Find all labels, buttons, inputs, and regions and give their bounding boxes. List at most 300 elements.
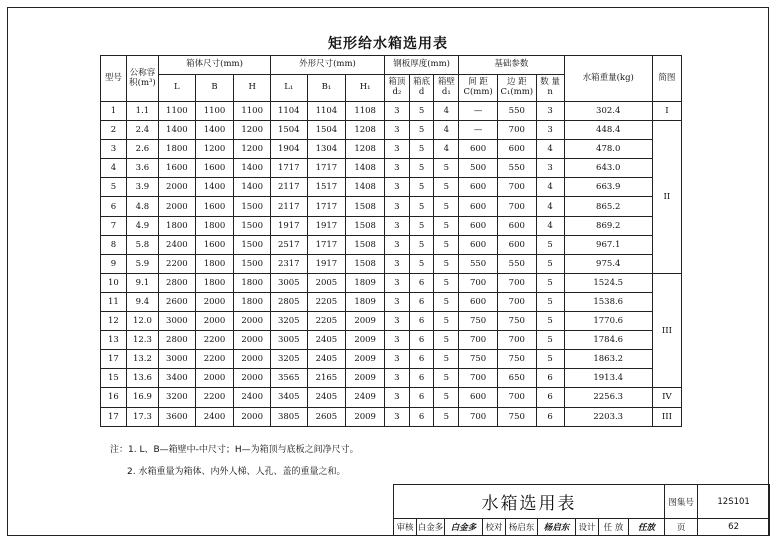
table-cell: 2600: [159, 292, 196, 311]
table-cell: 6: [536, 388, 564, 407]
table-cell: 3400: [159, 369, 196, 388]
table-cell: 6: [101, 197, 127, 216]
table-cell: 2117: [270, 197, 307, 216]
table-cell: 3: [385, 369, 410, 388]
table-cell: 600: [459, 292, 498, 311]
table-cell: 1917: [307, 254, 346, 273]
header-L: L: [159, 75, 196, 102]
table-cell: 1508: [346, 197, 385, 216]
table-cell: 700: [459, 273, 498, 292]
table-cell: —: [459, 121, 498, 140]
table-cell: 3: [385, 140, 410, 159]
table-cell: 1800: [159, 216, 196, 235]
table-cell: 1913.4: [564, 369, 652, 388]
table-cell: 663.9: [564, 178, 652, 197]
table-cell: 2405: [307, 331, 346, 350]
table-cell: 1717: [307, 159, 346, 178]
table-cell: 2005: [307, 273, 346, 292]
table-cell: 5.9: [126, 254, 158, 273]
review-label: 审核: [394, 519, 417, 536]
table-cell: 3: [385, 254, 410, 273]
table-cell: 9.1: [126, 273, 158, 292]
table-cell: 2000: [159, 178, 196, 197]
table-cell: 865.2: [564, 197, 652, 216]
note-1: 注：1. L、B—箱壁中-中尺寸；H—为箱顶与底板之间净尺寸。: [110, 445, 359, 455]
table-cell: 700: [497, 331, 536, 350]
diagram-type-cell: I: [652, 102, 681, 121]
table-cell: 2805: [270, 292, 307, 311]
table-cell: 1400: [159, 121, 196, 140]
table-cell: 448.4: [564, 121, 652, 140]
table-cell: 3565: [270, 369, 307, 388]
table-cell: 17: [101, 407, 127, 426]
table-cell: 5.8: [126, 235, 158, 254]
table-cell: 6: [409, 369, 434, 388]
table-cell: 3: [385, 178, 410, 197]
table-cell: 3: [385, 197, 410, 216]
table-cell: 2000: [234, 407, 271, 426]
tank-selection-table: [100, 55, 682, 427]
table-cell: 1408: [346, 159, 385, 178]
table-cell: 2800: [159, 273, 196, 292]
designer-signature: 任放: [629, 519, 665, 536]
table-cell: 5: [101, 178, 127, 197]
table-cell: 1800: [195, 254, 234, 273]
table-cell: 4: [536, 140, 564, 159]
table-cell: 4: [434, 102, 459, 121]
table-cell: 4: [536, 197, 564, 216]
header-outer-size: 外形尺寸(mm): [270, 56, 384, 75]
table-title: 矩形给水箱选用表: [328, 36, 448, 52]
table-row: [101, 121, 682, 140]
table-cell: 11: [101, 292, 127, 311]
table-cell: 5: [434, 407, 459, 426]
table-cell: 1304: [307, 140, 346, 159]
table-row: [101, 216, 682, 235]
table-cell: —: [459, 102, 498, 121]
table-cell: 17.3: [126, 407, 158, 426]
table-cell: 700: [459, 369, 498, 388]
table-cell: 600: [459, 140, 498, 159]
table-cell: 3: [536, 121, 564, 140]
table-cell: 1800: [234, 273, 271, 292]
check-label: 校对: [483, 519, 506, 536]
table-cell: 1208: [346, 140, 385, 159]
table-cell: 3: [385, 350, 410, 369]
table-cell: 1100: [234, 102, 271, 121]
table-cell: 3: [385, 331, 410, 350]
table-cell: 1508: [346, 216, 385, 235]
table-cell: 750: [459, 350, 498, 369]
table-cell: 1500: [234, 254, 271, 273]
header-diagram: 简图: [652, 56, 681, 102]
table-cell: 2205: [307, 312, 346, 331]
table-cell: 13.6: [126, 369, 158, 388]
table-cell: 975.4: [564, 254, 652, 273]
reviewer-signature: 白金多: [445, 519, 483, 536]
table-cell: 2000: [234, 312, 271, 331]
table-cell: 700: [459, 407, 498, 426]
table-cell: 5: [409, 102, 434, 121]
table-cell: 3: [385, 216, 410, 235]
table-cell: 1508: [346, 254, 385, 273]
table-cell: 700: [459, 331, 498, 350]
table-cell: 2200: [195, 350, 234, 369]
atlas-number: 12S101: [698, 485, 770, 519]
table-cell: 1.1: [126, 102, 158, 121]
table-cell: 6: [409, 388, 434, 407]
table-cell: 5: [536, 273, 564, 292]
table-cell: 3.6: [126, 159, 158, 178]
table-cell: 3: [385, 292, 410, 311]
table-cell: 967.1: [564, 235, 652, 254]
table-cell: 5: [434, 254, 459, 273]
table-cell: 8: [101, 235, 127, 254]
table-cell: 2405: [307, 350, 346, 369]
table-body: [101, 102, 682, 427]
table-cell: 5: [409, 197, 434, 216]
table-cell: 5: [536, 331, 564, 350]
table-cell: 869.2: [564, 216, 652, 235]
table-cell: 600: [459, 178, 498, 197]
table-cell: 2400: [234, 388, 271, 407]
table-cell: 2165: [307, 369, 346, 388]
table-cell: 2009: [346, 407, 385, 426]
table-cell: 13: [101, 331, 127, 350]
table-cell: 700: [497, 197, 536, 216]
table-cell: 5: [434, 235, 459, 254]
table-cell: 1400: [195, 178, 234, 197]
table-cell: 1600: [195, 159, 234, 178]
atlas-label: 图集号: [665, 485, 698, 519]
page-number: 62: [698, 519, 770, 536]
table-row: [101, 197, 682, 216]
table-cell: 3005: [270, 273, 307, 292]
table-cell: 1500: [234, 216, 271, 235]
table-row: [101, 407, 682, 426]
table-cell: 6: [536, 407, 564, 426]
table-cell: 3: [385, 273, 410, 292]
table-row: [101, 254, 682, 273]
note-2: 2. 水箱重量为箱体、内外人梯、人孔、盖的重量之和。: [127, 467, 346, 477]
table-cell: 6: [536, 369, 564, 388]
table-cell: 5: [434, 178, 459, 197]
table-cell: 5: [409, 140, 434, 159]
table-cell: 2409: [346, 388, 385, 407]
table-cell: 1504: [270, 121, 307, 140]
diagram-type-cell: III: [652, 273, 681, 388]
table-cell: 6: [409, 350, 434, 369]
header-L1: L₁: [270, 75, 307, 102]
table-cell: 1917: [307, 216, 346, 235]
table-cell: 5: [409, 216, 434, 235]
table-cell: 600: [459, 216, 498, 235]
checker-name: 杨启东: [506, 519, 538, 536]
table-cell: 2517: [270, 235, 307, 254]
header-B1: B₁: [307, 75, 346, 102]
table-cell: 1800: [159, 140, 196, 159]
table-cell: 1809: [346, 292, 385, 311]
notes: [110, 439, 359, 483]
table-cell: 1863.2: [564, 350, 652, 369]
table-cell: 3: [101, 140, 127, 159]
table-cell: 1600: [195, 197, 234, 216]
table-cell: 1809: [346, 273, 385, 292]
table-cell: 3205: [270, 312, 307, 331]
table-cell: 2: [101, 121, 127, 140]
table-cell: 1408: [346, 178, 385, 197]
table-cell: 302.4: [564, 102, 652, 121]
table-cell: 3: [536, 102, 564, 121]
table-row: [101, 235, 682, 254]
table-cell: 15: [101, 369, 127, 388]
table-cell: 3: [385, 159, 410, 178]
header-d: 箱底 d: [409, 75, 434, 102]
table-cell: 1104: [307, 102, 346, 121]
table-cell: 550: [497, 254, 536, 273]
table-cell: 3000: [159, 312, 196, 331]
table-cell: 2605: [307, 407, 346, 426]
table-cell: 5: [536, 235, 564, 254]
table-cell: 5: [536, 292, 564, 311]
table-cell: 1: [101, 102, 127, 121]
table-cell: 5: [409, 159, 434, 178]
table-cell: 3: [385, 388, 410, 407]
header-weight: 水箱重量(kg): [564, 56, 652, 102]
table-cell: 700: [497, 121, 536, 140]
table-cell: 600: [497, 216, 536, 235]
table-cell: 1504: [307, 121, 346, 140]
table-row: [101, 331, 682, 350]
table-cell: 2000: [195, 312, 234, 331]
table-cell: 5: [434, 331, 459, 350]
table-row: [101, 140, 682, 159]
table-cell: 1100: [195, 102, 234, 121]
table-cell: 13.2: [126, 350, 158, 369]
table-cell: 3: [385, 407, 410, 426]
table-cell: 750: [497, 312, 536, 331]
header-body-size: 箱体尺寸(mm): [159, 56, 271, 75]
header-H1: H₁: [346, 75, 385, 102]
table-cell: 2200: [159, 254, 196, 273]
diagram-type-cell: IV: [652, 388, 681, 407]
table-cell: 4.8: [126, 197, 158, 216]
header-C1: 边 距 C₁(mm): [497, 75, 536, 102]
table-cell: 3405: [270, 388, 307, 407]
table-cell: 750: [497, 350, 536, 369]
table-cell: 4: [536, 216, 564, 235]
table-cell: 2405: [307, 388, 346, 407]
table-cell: 600: [459, 235, 498, 254]
table-cell: 1770.6: [564, 312, 652, 331]
table-cell: 6: [409, 312, 434, 331]
header-C: 间 距 C(mm): [459, 75, 498, 102]
table-cell: 478.0: [564, 140, 652, 159]
header-capacity: 公称容积(m³): [126, 56, 158, 102]
table-cell: 700: [497, 273, 536, 292]
table-cell: 2200: [195, 388, 234, 407]
header-B: B: [195, 75, 234, 102]
table-cell: 1784.6: [564, 331, 652, 350]
header-H: H: [234, 75, 271, 102]
table-cell: 3205: [270, 350, 307, 369]
table-cell: 5: [434, 312, 459, 331]
table-row: [101, 369, 682, 388]
table-cell: 1600: [159, 159, 196, 178]
reviewer-name: 白金多: [417, 519, 445, 536]
table-cell: 1717: [307, 235, 346, 254]
table-cell: 2.6: [126, 140, 158, 159]
table-cell: 1400: [234, 178, 271, 197]
table-cell: 2200: [195, 331, 234, 350]
table-row: [101, 273, 682, 292]
table-cell: 1508: [346, 235, 385, 254]
table-cell: 9: [101, 254, 127, 273]
table-cell: 4: [536, 178, 564, 197]
header-d2: 箱顶 d₂: [385, 75, 410, 102]
page-label: 页: [665, 519, 698, 536]
table-cell: 600: [497, 140, 536, 159]
table-cell: 600: [459, 197, 498, 216]
table-cell: 12.3: [126, 331, 158, 350]
table-cell: 3000: [159, 350, 196, 369]
table-cell: 5: [434, 292, 459, 311]
table-cell: 1200: [195, 140, 234, 159]
table-cell: 3805: [270, 407, 307, 426]
table-row: [101, 312, 682, 331]
table-cell: 2000: [234, 369, 271, 388]
table-cell: 750: [459, 312, 498, 331]
diagram-type-cell: III: [652, 407, 681, 426]
table-cell: 600: [459, 388, 498, 407]
table-cell: 3.9: [126, 178, 158, 197]
header-d1: 箱壁 d₁: [434, 75, 459, 102]
header-steel-thickness: 钢板厚度(mm): [385, 56, 459, 75]
table-cell: 2000: [159, 197, 196, 216]
table-cell: 2000: [195, 292, 234, 311]
table-cell: 2009: [346, 312, 385, 331]
table-cell: 1208: [346, 121, 385, 140]
table-cell: 6: [409, 292, 434, 311]
table-cell: 12.0: [126, 312, 158, 331]
table-cell: 643.0: [564, 159, 652, 178]
table-cell: 1717: [270, 159, 307, 178]
table-cell: 16.9: [126, 388, 158, 407]
table-cell: 1100: [159, 102, 196, 121]
table-cell: 16: [101, 388, 127, 407]
table-cell: 1500: [234, 235, 271, 254]
table-cell: 5: [536, 350, 564, 369]
table-cell: 1800: [195, 216, 234, 235]
table-cell: 2256.3: [564, 388, 652, 407]
table-row: [101, 350, 682, 369]
table-cell: 1600: [195, 235, 234, 254]
table-cell: 6: [409, 273, 434, 292]
table-cell: 4: [101, 159, 127, 178]
table-cell: 2009: [346, 369, 385, 388]
table-row: [101, 159, 682, 178]
table-cell: 2117: [270, 178, 307, 197]
table-row: [101, 178, 682, 197]
table-cell: 1524.5: [564, 273, 652, 292]
table-cell: 500: [459, 159, 498, 178]
table-cell: 5: [434, 197, 459, 216]
table-cell: 2400: [159, 235, 196, 254]
table-cell: 4.9: [126, 216, 158, 235]
table-cell: 1538.6: [564, 292, 652, 311]
table-cell: 2205: [307, 292, 346, 311]
table-cell: 3: [385, 121, 410, 140]
table-cell: 2000: [195, 369, 234, 388]
table-cell: 9.4: [126, 292, 158, 311]
table-cell: 3: [385, 235, 410, 254]
table-cell: 1200: [234, 140, 271, 159]
table-cell: 2000: [234, 350, 271, 369]
table-cell: 5: [409, 254, 434, 273]
table-cell: 3005: [270, 331, 307, 350]
table-cell: 700: [497, 388, 536, 407]
table-cell: 5: [409, 235, 434, 254]
designer-name: 任 放: [599, 519, 629, 536]
table-cell: 5: [536, 312, 564, 331]
table-row: [101, 292, 682, 311]
table-cell: 10: [101, 273, 127, 292]
table-cell: 1400: [234, 159, 271, 178]
table-cell: 3600: [159, 407, 196, 426]
table-cell: 1104: [270, 102, 307, 121]
table-cell: 5: [409, 178, 434, 197]
table-cell: 5: [536, 254, 564, 273]
table-cell: 2400: [195, 407, 234, 426]
table-cell: 700: [497, 292, 536, 311]
table-cell: 6: [409, 331, 434, 350]
table-cell: 1917: [270, 216, 307, 235]
table-cell: 17: [101, 350, 127, 369]
checker-signature: 杨启东: [538, 519, 576, 536]
table-cell: 5: [434, 369, 459, 388]
header-n: 数 量 n: [536, 75, 564, 102]
header-foundation: 基础参数: [459, 56, 564, 75]
table-cell: 5: [434, 273, 459, 292]
table-cell: 550: [497, 159, 536, 178]
table-cell: 2203.3: [564, 407, 652, 426]
table-cell: 2000: [234, 331, 271, 350]
header-type: 型号: [101, 56, 127, 102]
table-cell: 5: [434, 216, 459, 235]
table-cell: 2317: [270, 254, 307, 273]
table-cell: 3: [385, 102, 410, 121]
table-cell: 2009: [346, 350, 385, 369]
table-cell: 1800: [195, 273, 234, 292]
table-cell: 700: [497, 178, 536, 197]
table-cell: 2009: [346, 331, 385, 350]
table-cell: 1400: [195, 121, 234, 140]
design-label: 设计: [576, 519, 599, 536]
table-cell: 4: [434, 140, 459, 159]
table-cell: 750: [497, 407, 536, 426]
table-cell: 1517: [307, 178, 346, 197]
table-cell: 5: [434, 350, 459, 369]
table-cell: 550: [459, 254, 498, 273]
table-cell: 3200: [159, 388, 196, 407]
title-block: [393, 484, 770, 536]
drawing-title: 水箱选用表: [394, 485, 665, 519]
table-cell: 6: [409, 407, 434, 426]
table-row: [101, 102, 682, 121]
table-cell: 5: [434, 159, 459, 178]
table-cell: 1108: [346, 102, 385, 121]
table-cell: 600: [497, 235, 536, 254]
